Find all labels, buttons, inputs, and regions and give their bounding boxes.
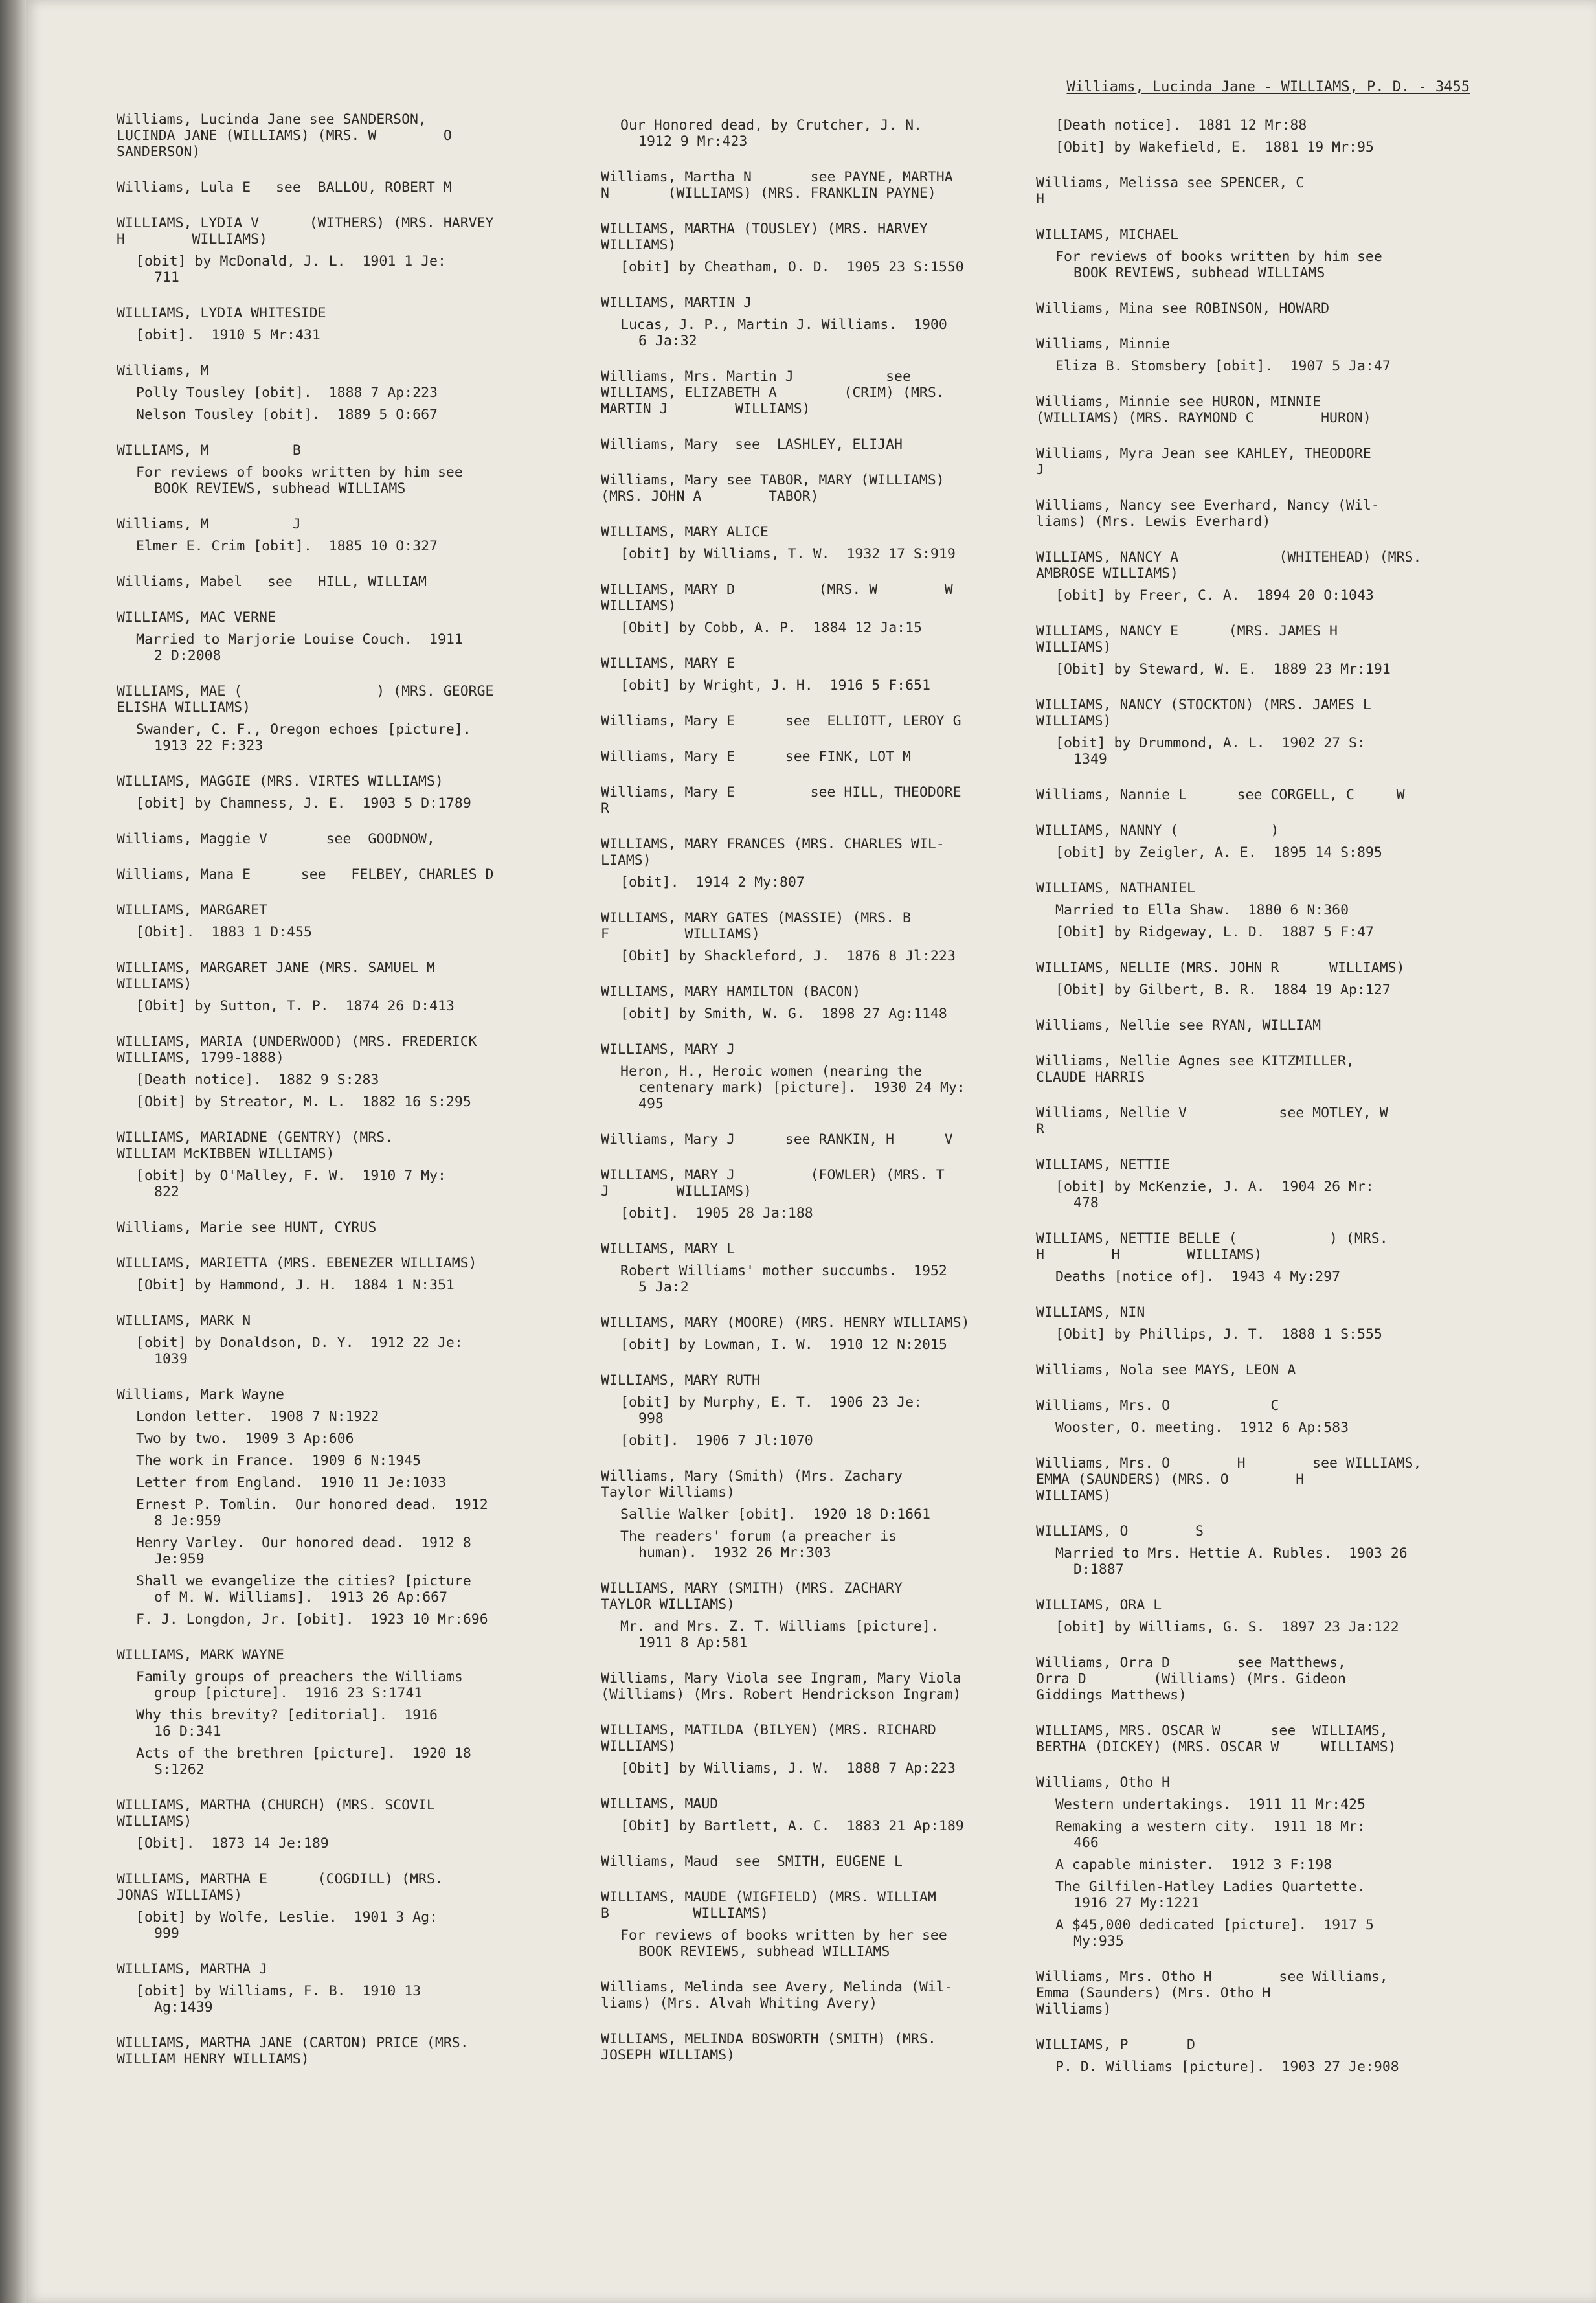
index-entry (1036, 446, 1512, 478)
entry-heading: WILLIAMS, MICHAEL (1036, 227, 1179, 243)
index-column-1 (117, 111, 592, 2087)
index-entry (1036, 1157, 1512, 1211)
index-entry (601, 836, 1077, 891)
index-entry (1036, 1597, 1512, 1635)
index-entry (117, 1647, 592, 1778)
entry-heading: WILLIAMS, MATILDA (BILYEN) (MRS. RICHARD WILLIAMS) (601, 1722, 936, 1754)
citation-line: F. J. Longdon, Jr. [obit]. 1923 10 Mr:696 (136, 1611, 488, 1628)
entry-heading: Williams, Maggie V see GOODNOW, (117, 831, 435, 847)
entry-heading: WILLIAMS, MARY HAMILTON (BACON) (601, 984, 861, 1000)
entry-heading: WILLIAMS, NETTIE BELLE ( ) (MRS. H H WILLIAMS) (1036, 1231, 1388, 1263)
index-entry (117, 442, 592, 497)
entry-heading: WILLIAMS, MARTHA JANE (CARTON) PRICE (MRS. WILLIAM HENRY WILLIAMS) (117, 2035, 469, 2067)
index-entry (1036, 1455, 1512, 1504)
citation-line: Lucas, J. P., Martin J. Williams. 1900 6 Ja:32 (620, 317, 947, 349)
index-entry (1036, 117, 1512, 155)
entry-heading: WILLIAMS, MARY L (601, 1241, 736, 1257)
index-entry (601, 1241, 1077, 1295)
entry-heading: Williams, Mrs. O C (1036, 1398, 1279, 1414)
citation-line: [obit] by Williams, F. B. 1910 13 Ag:1439 (136, 1983, 421, 2015)
citation-line: [Obit]. 1873 14 Je:189 (136, 1835, 329, 1852)
citation-line: [Obit] by Bartlett, A. C. 1883 21 Ap:189 (620, 1818, 964, 1834)
index-entry (601, 1131, 1077, 1148)
index-entry (117, 609, 592, 664)
entry-heading: Williams, Lula E see BALLOU, ROBERT M (117, 179, 452, 196)
index-entry (1036, 175, 1512, 207)
index-entry (601, 749, 1077, 765)
entry-heading: WILLIAMS, MARTHA (TOUSLEY) (MRS. HARVEY WILLIAMS) (601, 221, 928, 253)
entry-heading: WILLIAMS, O S (1036, 1523, 1204, 1539)
entry-heading: WILLIAMS, MARIADNE (GENTRY) (MRS. WILLIAM McKIBBEN WILLIAMS) (117, 1129, 394, 1162)
index-entry (117, 1387, 592, 1628)
index-entry (601, 169, 1077, 201)
index-entry (117, 179, 592, 196)
entry-heading: Williams, Mrs. Otho H see Williams, Emma (Saunders) (Mrs. Otho H Williams) (1036, 1969, 1388, 2017)
index-entry (117, 960, 592, 1014)
index-entry (601, 1670, 1077, 1703)
entry-heading: Williams, Nancy see Everhard, Nancy (Wil- liams) (Mrs. Lewis Everhard) (1036, 497, 1380, 530)
entry-heading: WILLIAMS, NANCY (STOCKTON) (MRS. JAMES L WILLIAMS) (1036, 697, 1371, 729)
index-entry (1036, 2037, 1512, 2075)
entry-heading: WILLIAMS, MARY E (601, 655, 736, 672)
index-entry (1036, 301, 1512, 317)
entry-heading: Williams, Mrs. Martin J see WILLIAMS, ELIZABETH A (CRIM) (MRS. MARTIN J WILLIAMS) (601, 369, 945, 417)
citation-line: Western undertakings. 1911 11 Mr:425 (1055, 1797, 1366, 1813)
citation-line: [Death notice]. 1881 12 Mr:88 (1055, 117, 1307, 133)
citation-line: Married to Marjorie Louise Couch. 1911 2 D:2008 (136, 631, 463, 664)
citation-line: [obit] by Freer, C. A. 1894 20 O:1043 (1055, 587, 1374, 604)
index-entry (117, 1871, 592, 1942)
entry-heading: Williams, Melinda see Avery, Melinda (Wil- liams) (Mrs. Alvah Whiting Avery) (601, 1979, 953, 2012)
entry-heading: Williams, Mary see LASHLEY, ELIJAH (601, 437, 903, 453)
entry-heading: WILLIAMS, MARY RUTH (601, 1372, 760, 1389)
citation-line: Acts of the brethren [picture]. 1920 18 S:1262 (136, 1745, 471, 1778)
citation-line: The Gilfilen-Hatley Ladies Quartette. 1916 27 My:1221 (1055, 1879, 1366, 1911)
entry-heading: WILLIAMS, NANCY E (MRS. JAMES H WILLIAMS) (1036, 623, 1338, 655)
entry-heading: Williams, Orra D see Matthews, Orra D (Williams) (Mrs. Gideon Giddings Matthews) (1036, 1655, 1346, 1703)
index-entry (601, 437, 1077, 453)
index-entry (1036, 1231, 1512, 1285)
entry-heading: WILLIAMS, NANNY ( ) (1036, 822, 1279, 839)
index-entry (1036, 787, 1512, 803)
citation-line: [obit] by Drummond, A. L. 1902 27 S: 1349 (1055, 735, 1366, 767)
entry-heading: Williams, M J (117, 516, 301, 532)
citation-line: Two by two. 1909 3 Ap:606 (136, 1431, 354, 1447)
entry-heading: WILLIAMS, MARY FRANCES (MRS. CHARLES WIL- LIAMS) (601, 836, 945, 868)
citation-line: Our Honored dead, by Crutcher, J. N. 1912 9 Mr:423 (620, 117, 922, 150)
entry-heading: WILLIAMS, MARY GATES (MASSIE) (MRS. B F WILLIAMS) (601, 910, 911, 942)
index-entry (117, 773, 592, 811)
index-entry (1036, 1655, 1512, 1703)
citation-line: [obit] by Wright, J. H. 1916 5 F:651 (620, 677, 930, 694)
index-entry (601, 582, 1077, 636)
citation-line: A capable minister. 1912 3 F:198 (1055, 1857, 1332, 1873)
citation-line: Family groups of preachers the Williams group [picture]. 1916 23 S:1741 (136, 1669, 463, 1701)
index-column-2 (601, 111, 1077, 2083)
entry-heading: WILLIAMS, MARY (SMITH) (MRS. ZACHARY TAYLOR WILLIAMS) (601, 1580, 903, 1613)
entry-heading: Williams, Myra Jean see KAHLEY, THEODORE J (1036, 446, 1371, 478)
index-entry (1036, 1105, 1512, 1137)
entry-heading: Williams, Mary E see HILL, THEODORE R (601, 784, 961, 817)
index-entry (117, 516, 592, 554)
citation-line: A $45,000 dedicated [picture]. 1917 5 My:935 (1055, 1917, 1374, 1949)
entry-heading: Williams, Mana E see FELBEY, CHARLES D (117, 867, 494, 883)
citation-line: [Obit]. 1883 1 D:455 (136, 924, 312, 940)
entry-heading: WILLIAMS, M B (117, 442, 301, 459)
index-entry (1036, 1523, 1512, 1578)
citation-line: P. D. Williams [picture]. 1903 27 Je:908 (1055, 2059, 1399, 2075)
citation-line: [obit] by Chamness, J. E. 1903 5 D:1789 (136, 795, 471, 811)
citation-line: [Obit] by Streator, M. L. 1882 16 S:295 (136, 1094, 471, 1110)
index-entry (117, 683, 592, 754)
index-entry (117, 1313, 592, 1367)
entry-heading: Williams, Nellie Agnes see KITZMILLER, CLAUDE HARRIS (1036, 1053, 1354, 1085)
index-entry (601, 1979, 1077, 2012)
citation-line: [obit] by O'Malley, F. W. 1910 7 My: 822 (136, 1168, 446, 1200)
entry-heading: Williams, Marie see HUNT, CYRUS (117, 1220, 377, 1236)
citation-line: [Obit] by Hammond, J. H. 1884 1 N:351 (136, 1277, 455, 1293)
citation-line: [Obit] by Ridgeway, L. D. 1887 5 F:47 (1055, 924, 1374, 940)
citation-line: [obit] by Lowman, I. W. 1910 12 N:2015 (620, 1337, 947, 1353)
index-entry (601, 221, 1077, 275)
entry-heading: WILLIAMS, NIN (1036, 1304, 1145, 1321)
entry-heading: Williams, Melissa see SPENCER, C H (1036, 175, 1305, 207)
citation-line: Married to Ella Shaw. 1880 6 N:360 (1055, 902, 1349, 918)
citation-line: Shall we evangelize the cities? [picture of M. W. Williams]. 1913 26 Ap:667 (136, 1573, 471, 1605)
index-entry (117, 574, 592, 590)
entry-heading: WILLIAMS, MARY J (601, 1041, 736, 1058)
citation-line: Elmer E. Crim [obit]. 1885 10 O:327 (136, 538, 438, 554)
index-entry (1036, 1053, 1512, 1085)
entry-heading: WILLIAMS, MARGARET JANE (MRS. SAMUEL M WILLIAMS) (117, 960, 435, 992)
citation-line: [Obit] by Williams, J. W. 1888 7 Ap:223 (620, 1760, 956, 1776)
index-entry (117, 831, 592, 847)
citation-line: Deaths [notice of]. 1943 4 My:297 (1055, 1269, 1341, 1285)
index-entry (117, 1255, 592, 1293)
entry-heading: WILLIAMS, MAE ( ) (MRS. GEORGE ELISHA WILLIAMS) (117, 683, 494, 716)
entry-heading: WILLIAMS, MAC VERNE (117, 609, 276, 626)
entry-heading: WILLIAMS, MARK N (117, 1313, 251, 1329)
entry-heading: Williams, Mrs. O H see WILLIAMS, EMMA (SAUNDERS) (MRS. O H WILLIAMS) (1036, 1455, 1422, 1504)
entry-heading: WILLIAMS, MARK WAYNE (117, 1647, 284, 1663)
book-spine-shadow (0, 0, 26, 2303)
entry-heading: WILLIAMS, ORA L (1036, 1597, 1162, 1613)
index-entry (601, 1796, 1077, 1834)
entry-heading: Williams, Mabel see HILL, WILLIAM (117, 574, 427, 590)
entry-heading: WILLIAMS, MARY J (FOWLER) (MRS. T J WILLIAMS) (601, 1167, 945, 1199)
entry-heading: Williams, Lucinda Jane see SANDERSON, LUCINDA JANE (WILLIAMS) (MRS. W O SANDERSON) (117, 111, 452, 160)
entry-heading: WILLIAMS, LYDIA V (WITHERS) (MRS. HARVEY H WILLIAMS) (117, 215, 494, 247)
entry-heading: Williams, Otho H (1036, 1775, 1171, 1791)
citation-line: Henry Varley. Our honored dead. 1912 8 Je:959 (136, 1535, 471, 1567)
citation-line: [obit]. 1910 5 Mr:431 (136, 327, 320, 343)
index-entry (1036, 1362, 1512, 1378)
index-entry (117, 2035, 592, 2067)
index-entry (601, 1315, 1077, 1353)
index-entry (1036, 623, 1512, 677)
index-column-3 (1036, 111, 1512, 2094)
entry-heading: Williams, Nellie V see MOTLEY, W R (1036, 1105, 1388, 1137)
index-entry (1036, 880, 1512, 940)
citation-line: [obit] by Cheatham, O. D. 1905 23 S:1550 (620, 259, 964, 275)
index-entry (601, 1580, 1077, 1651)
index-entry (117, 1797, 592, 1852)
entry-heading: WILLIAMS, NELLIE (MRS. JOHN R WILLIAMS) (1036, 960, 1405, 976)
entry-heading: Williams, Mary see TABOR, MARY (WILLIAMS) (MRS. JOHN A TABOR) (601, 472, 945, 505)
entry-heading: Williams, M (117, 363, 209, 379)
index-page (26, 0, 1596, 2303)
citation-line: [obit] by Smith, W. G. 1898 27 Ag:1148 (620, 1006, 947, 1022)
index-entry (117, 363, 592, 423)
index-entry (601, 369, 1077, 417)
citation-line: [obit] by Donaldson, D. Y. 1912 22 Je: 1039 (136, 1335, 463, 1367)
entry-heading: WILLIAMS, MARIETTA (MRS. EBENEZER WILLIAMS) (117, 1255, 477, 1271)
index-entry (1036, 1017, 1512, 1034)
citation-line: [obit]. 1905 28 Ja:188 (620, 1205, 813, 1221)
index-entry (117, 1129, 592, 1200)
entry-heading: WILLIAMS, MARTHA J (117, 1961, 267, 1977)
index-entry (601, 910, 1077, 964)
index-entry (117, 111, 592, 160)
citation-line: The work in France. 1909 6 N:1945 (136, 1453, 421, 1469)
citation-line: Remaking a western city. 1911 18 Mr: 466 (1055, 1819, 1366, 1851)
entry-heading: WILLIAMS, MARTHA (CHURCH) (MRS. SCOVIL WILLIAMS) (117, 1797, 435, 1830)
citation-line: [obit] by McKenzie, J. A. 1904 26 Mr: 478 (1055, 1179, 1374, 1211)
index-entry (1036, 549, 1512, 604)
entry-heading: Williams, Mina see ROBINSON, HOWARD (1036, 301, 1330, 317)
index-entry (1036, 1723, 1512, 1755)
index-entry (1036, 497, 1512, 530)
entry-heading: WILLIAMS, MARTIN J (601, 295, 752, 311)
entry-heading: Williams, Mary E see ELLIOTT, LEROY G (601, 713, 961, 729)
index-entry (1036, 336, 1512, 374)
entry-heading: Williams, Mark Wayne (117, 1387, 284, 1403)
citation-line: [Obit] by Gilbert, B. R. 1884 19 Ap:127 (1055, 982, 1391, 998)
citation-line: For reviews of books written by her see BOOK REVIEWS, subhead WILLIAMS (620, 1927, 947, 1960)
citation-line: London letter. 1908 7 N:1922 (136, 1409, 379, 1425)
citation-line: For reviews of books written by him see BOOK REVIEWS, subhead WILLIAMS (1055, 249, 1382, 281)
citation-line: [Obit] by Sutton, T. P. 1874 26 D:413 (136, 998, 455, 1014)
citation-line: [Obit] by Phillips, J. T. 1888 1 S:555 (1055, 1326, 1382, 1343)
entry-heading: Williams, Mary E see FINK, LOT M (601, 749, 911, 765)
entry-heading: Williams, Martha N see PAYNE, MARTHA N (WILLIAMS) (MRS. FRANKLIN PAYNE) (601, 169, 953, 201)
entry-heading: Williams, Nola see MAYS, LEON A (1036, 1362, 1296, 1378)
index-entry (1036, 394, 1512, 426)
citation-line: [Death notice]. 1882 9 S:283 (136, 1072, 379, 1088)
entry-heading: WILLIAMS, LYDIA WHITESIDE (117, 305, 326, 321)
index-entry (117, 902, 592, 940)
index-entry (601, 713, 1077, 729)
index-entry (1036, 1775, 1512, 1949)
index-entry (117, 1034, 592, 1110)
citation-line: Swander, C. F., Oregon echoes [picture]. 1913 22 F:323 (136, 721, 471, 754)
running-head: Williams, Lucinda Jane - WILLIAMS, P. D. - 3455 (1066, 79, 1470, 95)
index-entry (117, 215, 592, 286)
entry-heading: WILLIAMS, MAUDE (WIGFIELD) (MRS. WILLIAM B WILLIAMS) (601, 1889, 936, 1922)
citation-line: [obit] by McDonald, J. L. 1901 1 Je: 711 (136, 253, 446, 286)
citation-line: Eliza B. Stomsbery [obit]. 1907 5 Ja:47 (1055, 358, 1391, 374)
citation-line: Polly Tousley [obit]. 1888 7 Ap:223 (136, 385, 438, 401)
entry-heading: WILLIAMS, MARY ALICE (601, 524, 769, 540)
entry-heading: WILLIAMS, MARY D (MRS. W W WILLIAMS) (601, 582, 953, 614)
entry-heading: Williams, Nellie see RYAN, WILLIAM (1036, 1017, 1321, 1034)
citation-line: [Obit] by Steward, W. E. 1889 23 Mr:191 (1055, 661, 1391, 677)
entry-heading: Williams, Minnie (1036, 336, 1171, 352)
index-entry (1036, 960, 1512, 998)
entry-heading: Williams, Mary (Smith) (Mrs. Zachary Taylor Williams) (601, 1468, 903, 1501)
entry-heading: Williams, Mary J see RANKIN, H V (601, 1131, 953, 1148)
index-entry (117, 1220, 592, 1236)
index-entry (601, 2031, 1077, 2063)
entry-heading: WILLIAMS, MARY (MOORE) (MRS. HENRY WILLIAMS) (601, 1315, 970, 1331)
entry-heading: WILLIAMS, MELINDA BOSWORTH (SMITH) (MRS. JOSEPH WILLIAMS) (601, 2031, 936, 2063)
citation-line: [obit] by Wolfe, Leslie. 1901 3 Ag: 999 (136, 1909, 438, 1942)
index-entry (601, 1468, 1077, 1561)
citation-line: [obit] by Williams, T. W. 1932 17 S:919 (620, 546, 956, 562)
index-entry (601, 1041, 1077, 1112)
citation-line: [Obit] by Shackleford, J. 1876 8 Jl:223 (620, 948, 956, 964)
citation-line: Letter from England. 1910 11 Je:1033 (136, 1475, 446, 1491)
citation-line: [obit] by Murphy, E. T. 1906 23 Je: 998 (620, 1394, 922, 1427)
index-entry (117, 305, 592, 343)
entry-heading: WILLIAMS, MARGARET (117, 902, 267, 918)
index-entry (117, 867, 592, 883)
index-entry (601, 295, 1077, 349)
index-entry (601, 984, 1077, 1022)
citation-line: [obit]. 1906 7 Jl:1070 (620, 1433, 813, 1449)
citation-line: [obit]. 1914 2 My:807 (620, 874, 805, 891)
entry-heading: WILLIAMS, MAUD (601, 1796, 719, 1812)
citation-line: Ernest P. Tomlin. Our honored dead. 1912 8 Je:959 (136, 1497, 488, 1529)
index-entry (601, 1889, 1077, 1960)
index-entry (1036, 227, 1512, 281)
entry-heading: Williams, Minnie see HURON, MINNIE (WILLIAMS) (MRS. RAYMOND C HURON) (1036, 394, 1371, 426)
entry-heading: Williams, Nannie L see CORGELL, C W (1036, 787, 1405, 803)
index-entry (601, 1167, 1077, 1221)
citation-line: Heron, H., Heroic women (nearing the centenary mark) [picture]. 1930 24 My: 495 (620, 1063, 965, 1112)
entry-heading: Williams, Mary Viola see Ingram, Mary Viola (Williams) (Mrs. Robert Hendrickson Ingram) (601, 1670, 961, 1703)
citation-line: Why this brevity? [editorial]. 1916 16 D:341 (136, 1707, 438, 1740)
entry-heading: WILLIAMS, NANCY A (WHITEHEAD) (MRS. AMBROSE WILLIAMS) (1036, 549, 1422, 582)
index-entry (601, 524, 1077, 562)
index-entry (601, 784, 1077, 817)
citation-line: Robert Williams' mother succumbs. 1952 5 Ja:2 (620, 1263, 947, 1295)
entry-heading: Williams, Maud see SMITH, EUGENE L (601, 1854, 903, 1870)
entry-heading: WILLIAMS, MAGGIE (MRS. VIRTES WILLIAMS) (117, 773, 444, 789)
entry-heading: WILLIAMS, NETTIE (1036, 1157, 1171, 1173)
entry-heading: WILLIAMS, P D (1036, 2037, 1195, 2053)
index-entry (1036, 1969, 1512, 2017)
citation-line: The readers' forum (a preacher is human). 1932 26 Mr:303 (620, 1528, 897, 1561)
citation-line: Married to Mrs. Hettie A. Rubles. 1903 26 D:1887 (1055, 1545, 1408, 1578)
citation-line: [Obit] by Wakefield, E. 1881 19 Mr:95 (1055, 139, 1374, 155)
citation-line: Sallie Walker [obit]. 1920 18 D:1661 (620, 1506, 930, 1523)
index-entry (601, 117, 1077, 150)
index-entry (601, 655, 1077, 694)
entry-heading: WILLIAMS, MARTHA E (COGDILL) (MRS. JONAS WILLIAMS) (117, 1871, 444, 1903)
index-entry (601, 1854, 1077, 1870)
entry-heading: WILLIAMS, NATHANIEL (1036, 880, 1195, 896)
index-entry (1036, 1398, 1512, 1436)
entry-heading: WILLIAMS, MARIA (UNDERWOOD) (MRS. FREDERICK WILLIAMS, 1799-1888) (117, 1034, 477, 1066)
entry-heading: WILLIAMS, MRS. OSCAR W see WILLIAMS, BERTHA (DICKEY) (MRS. OSCAR W WILLIAMS) (1036, 1723, 1397, 1755)
index-entry (601, 472, 1077, 505)
index-entry (117, 1961, 592, 2015)
citation-line: [obit] by Williams, G. S. 1897 23 Ja:122 (1055, 1619, 1399, 1635)
index-entry (1036, 1304, 1512, 1343)
citation-line: Mr. and Mrs. Z. T. Williams [picture]. 1911 8 Ap:581 (620, 1618, 939, 1651)
citation-line: [obit] by Zeigler, A. E. 1895 14 S:895 (1055, 845, 1382, 861)
citation-line: [Obit] by Cobb, A. P. 1884 12 Ja:15 (620, 620, 922, 636)
citation-line: Nelson Tousley [obit]. 1889 5 O:667 (136, 407, 438, 423)
index-entry (601, 1722, 1077, 1776)
index-entry (1036, 697, 1512, 767)
citation-line: Wooster, O. meeting. 1912 6 Ap:583 (1055, 1420, 1349, 1436)
index-entry (1036, 822, 1512, 861)
citation-line: For reviews of books written by him see BOOK REVIEWS, subhead WILLIAMS (136, 464, 463, 497)
index-entry (601, 1372, 1077, 1449)
